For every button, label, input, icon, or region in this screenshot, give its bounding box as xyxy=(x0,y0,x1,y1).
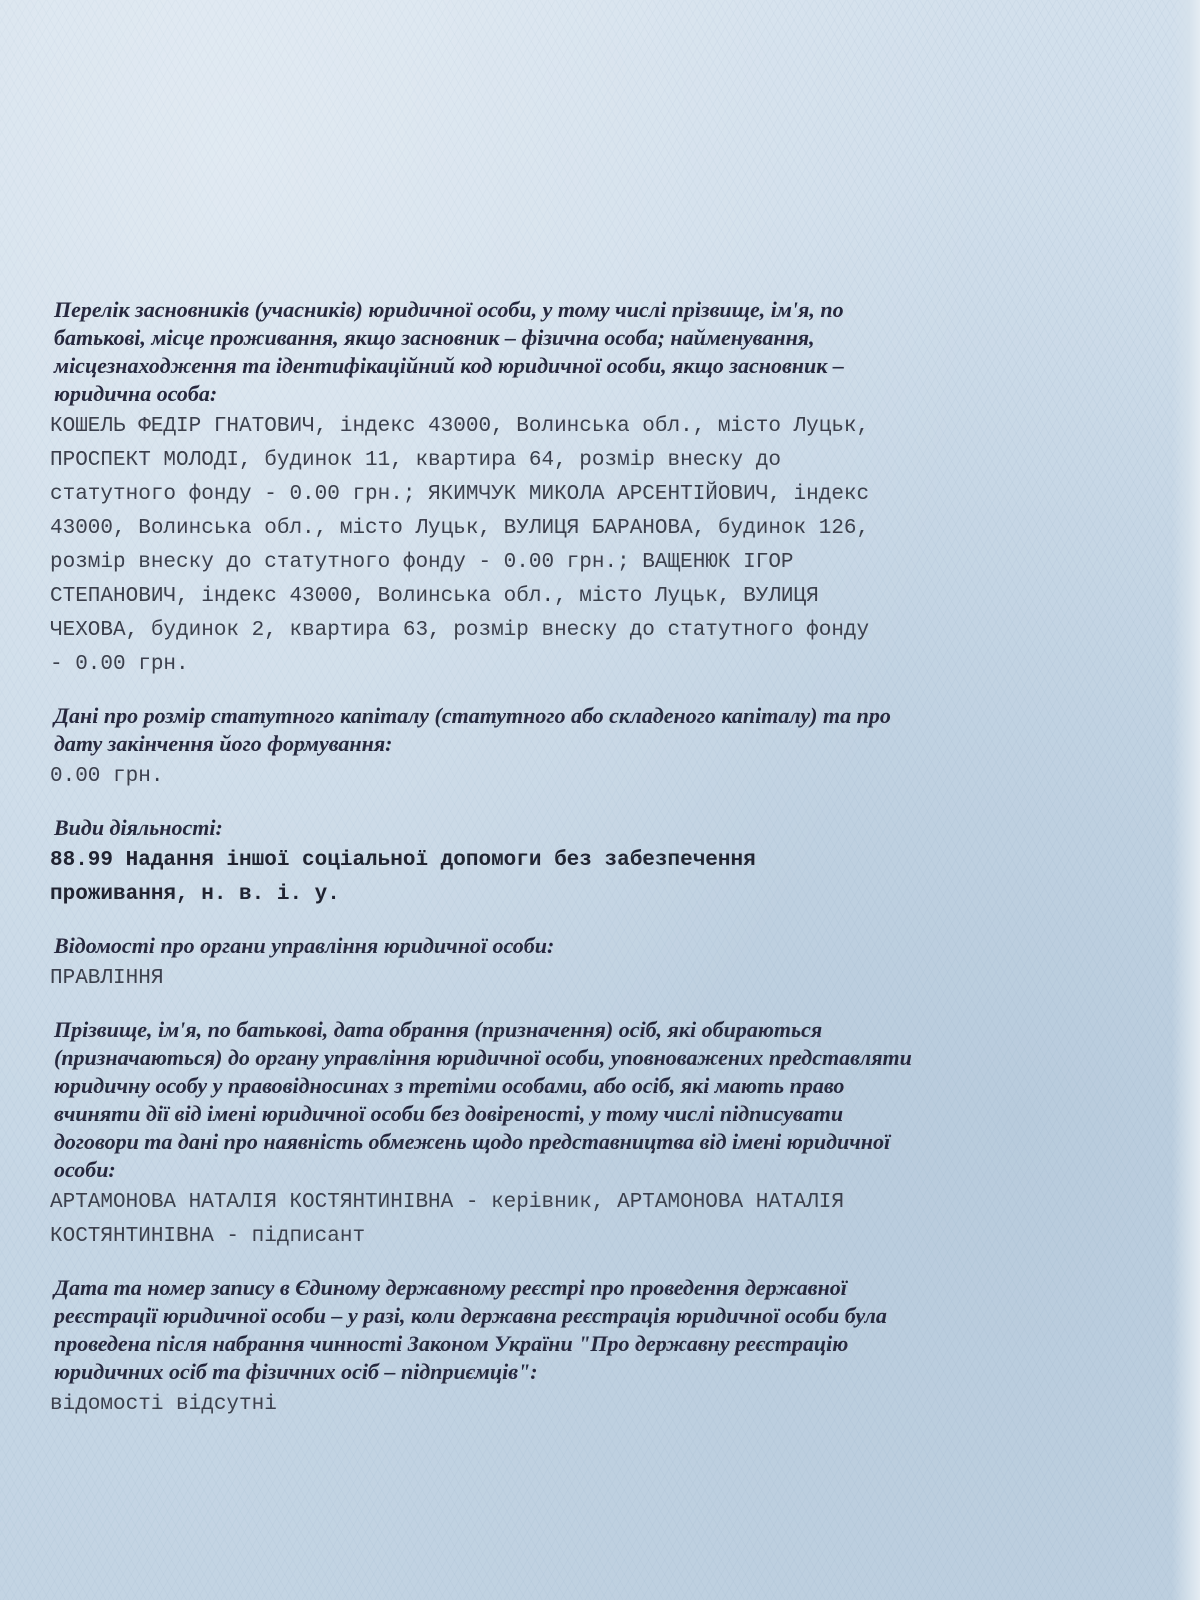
registry-record-value: відомості відсутні xyxy=(50,1393,277,1416)
capital-value: 0.00 грн. xyxy=(50,765,164,788)
representatives-value: АРТАМОНОВА НАТАЛІЯ КОСТЯНТИНІВНА - керівник, АРТАМОНОВА НАТАЛІЯ КОСТЯНТИНІВНА - підписант xyxy=(50,1191,844,1248)
founders-heading: Перелік засновників (учасників) юридичної особи, у тому числі прізвище, ім'я, по батькові, місце проживання, якщо засновник – фізична особа; найменування, місцезнаходження та ідентифікаційний код юридичної особи, якщо засновник – юридична особа: xyxy=(54,297,844,406)
founders-value: КОШЕЛЬ ФЕДІР ГНАТОВИЧ, індекс 43000, Волинська обл., місто Луцьк, ПРОСПЕКТ МОЛОДІ, будинок 11, квартира 64, розмір внеску до статутного фонду - 0.00 грн.; ЯКИМЧУК МИКОЛА АРСЕНТІЙОВИЧ, індекс 43000, Волинська обл., місто Луцьк, ВУЛИЦЯ БАРАНОВА, будинок 126, розмір внеску до статутного фонду - 0.00 грн.; ВАЩЕНЮК ІГОР СТЕПАНОВИЧ, індекс 43000, Волинська обл., місто Луцьк, ВУЛИЦЯ ЧЕХОВА, будинок 2, квартира 63, розмір внеску до статутного фонду - 0.00 грн. xyxy=(50,415,870,676)
activities-section xyxy=(50,814,1140,912)
activities-heading: Види діяльності: xyxy=(54,815,223,840)
registry-record-section xyxy=(50,1274,1140,1422)
paper-edge xyxy=(1172,0,1200,1600)
representatives-section xyxy=(50,1016,1140,1254)
governing-bodies-section xyxy=(50,932,1140,996)
founders-section xyxy=(50,296,1140,682)
governing-bodies-heading: Відомості про органи управління юридичної особи: xyxy=(54,933,555,958)
governing-bodies-value: ПРАВЛІННЯ xyxy=(50,967,164,990)
capital-section xyxy=(50,702,1140,794)
document-body xyxy=(50,296,1140,1442)
registry-record-heading: Дата та номер запису в Єдиному державному реєстрі про проведення державної реєстрації юридичної особи – у разі, коли державна реєстрація юридичної особи була проведена після набрання чинності Законом України "Про державну реєстрацію юридичних осіб та фізичних осіб – підприємців": xyxy=(54,1275,887,1384)
representatives-heading: Прізвище, ім'я, по батькові, дата обрання (призначення) осіб, які обираються (призначаються) до органу управління юридичної особи, уповноважених представляти юридичну особу у правовідносинах з третіми особами, або осіб, які мають право вчиняти дії від імені юридичної особи без довіреності, у тому числі підписувати договори та дані про наявність обмежень щодо представництва від імені юридичної особи: xyxy=(54,1017,912,1182)
activities-value: 88.99 Надання іншої соціальної допомоги без забезпечення проживання, н. в. і. у. xyxy=(50,849,756,906)
capital-heading: Дані про розмір статутного капіталу (статутного або складеного капіталу) та про дату закінчення його формування: xyxy=(54,703,891,756)
